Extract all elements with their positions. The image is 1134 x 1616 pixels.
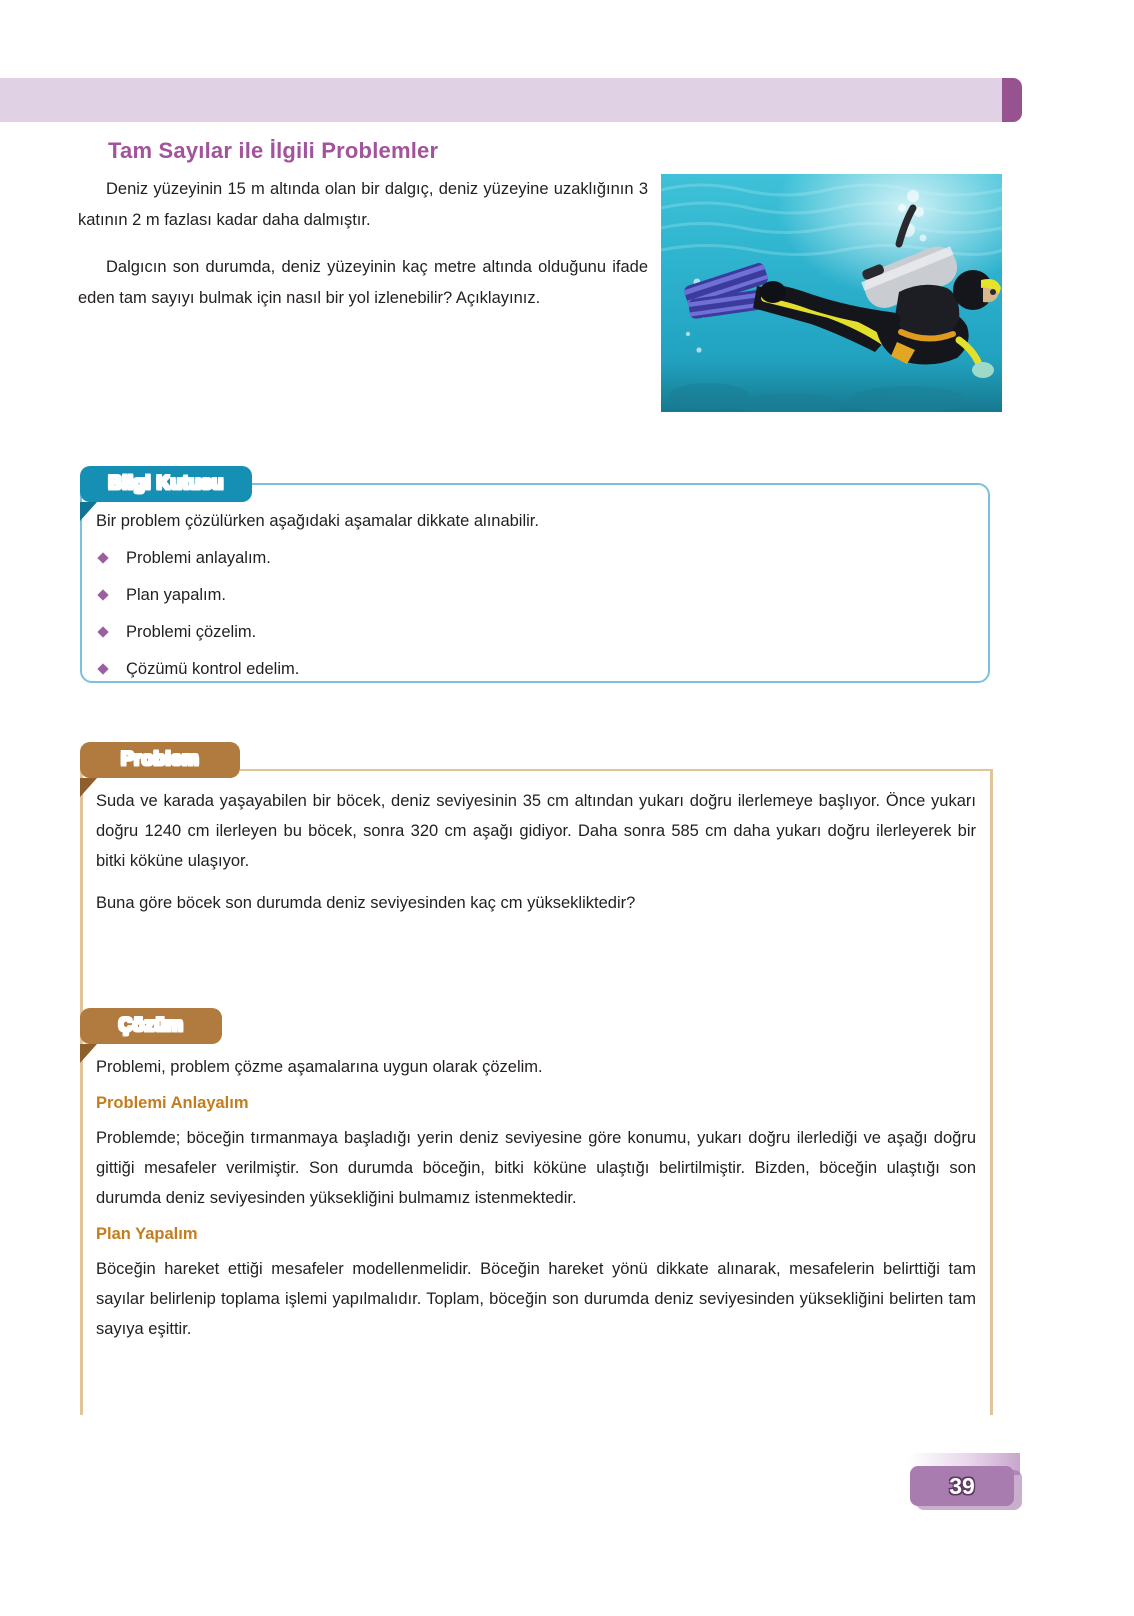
intro-text-block bbox=[78, 174, 648, 314]
cozum-step-text: Böceğin hareket ettiği mesafeler modellenmelidir. Böceğin hareket yönü dikkate alınarak, mesafelerin belirttiği tam sayılar belirlenip toplama işlemi yapılmalıdır. Toplam, böceğin son durumda deniz seviyesinden yüksekliğini belirten tam sayıya eşittir. bbox=[96, 1260, 976, 1338]
problem-section-right-rule bbox=[990, 769, 993, 1415]
cozum-intro: Problemi, problem çözme aşamalarına uygun olarak çözelim. bbox=[96, 1058, 543, 1076]
diamond-bullet-icon bbox=[97, 626, 108, 637]
problem-section-top-rule bbox=[240, 769, 992, 771]
list-item bbox=[96, 546, 976, 570]
diamond-bullet-icon bbox=[97, 589, 108, 600]
diver-photo-illustration bbox=[661, 174, 1002, 412]
top-banner bbox=[0, 78, 1002, 122]
bilgi-kutusu-list bbox=[96, 546, 976, 681]
list-item-label: Plan yapalım. bbox=[126, 586, 226, 604]
cozum-step-heading: Problemi Anlayalım bbox=[96, 1094, 249, 1112]
diamond-bullet-icon bbox=[97, 663, 108, 674]
problem-tab-notch bbox=[80, 778, 97, 797]
list-item bbox=[96, 583, 976, 607]
bilgi-kutusu-lead: Bir problem çözülürken aşağıdaki aşamalar dikkate alınabilir. bbox=[96, 512, 539, 530]
page-number-badge: 39 bbox=[910, 1466, 1014, 1506]
page-title: Tam Sayılar ile İlgili Problemler bbox=[108, 138, 439, 163]
bilgi-kutusu-content bbox=[96, 508, 976, 694]
cozum-tab-label: Çözüm bbox=[80, 1008, 222, 1044]
bilgi-kutusu-tab-notch bbox=[80, 502, 97, 521]
list-item-label: Problemi anlayalım. bbox=[126, 549, 271, 567]
cozum-tab-notch bbox=[80, 1044, 97, 1063]
diver-photo bbox=[661, 174, 1002, 412]
problem-paragraph-2: Buna göre böcek son durumda deniz seviyesinden kaç cm yüksekliktedir? bbox=[96, 894, 636, 912]
diamond-bullet-icon bbox=[97, 552, 108, 563]
problem-section-left-rule bbox=[80, 755, 83, 1415]
list-item bbox=[96, 620, 976, 644]
intro-paragraph-2: Dalgıcın son durumda, deniz yüzeyinin kaç metre altında olduğunu ifade eden tam sayıyı bulmak için nasıl bir yol izlenebilir? Açıklayınız. bbox=[78, 258, 648, 307]
problem-content bbox=[96, 786, 976, 918]
list-item-label: Çözümü kontrol edelim. bbox=[126, 660, 300, 678]
list-item bbox=[96, 657, 976, 681]
list-item-label: Problemi çözelim. bbox=[126, 623, 257, 641]
problem-paragraph-1: Suda ve karada yaşayabilen bir böcek, deniz seviyesinin 35 cm altından yukarı doğru ilerlemeye başlıyor. Önce yukarı doğru 1240 cm ilerleyen bu böcek, sonra 320 cm aşağı gidiyor. Daha sonra 585 cm daha yukarı doğru ilerleyerek bir bitki köküne ulaşıyor. bbox=[96, 792, 976, 870]
cozum-step-heading: Plan Yapalım bbox=[96, 1225, 198, 1243]
problem-tab-label: Problem bbox=[80, 742, 240, 778]
cozum-content bbox=[96, 1052, 976, 1344]
intro-paragraph-1: Deniz yüzeyinin 15 m altında olan bir dalgıç, deniz yüzeyine uzaklığının 3 katının 2 m fazlası kadar daha dalmıştır. bbox=[78, 180, 648, 229]
top-banner-cap bbox=[1002, 78, 1022, 122]
bilgi-kutusu-tab-label: Bilgi Kutusu bbox=[80, 466, 252, 502]
cozum-step-text: Problemde; böceğin tırmanmaya başladığı yerin deniz seviyesine göre konumu, yukarı doğru ilerlediği ve aşağı doğru gittiği mesafeler verilmiştir. Son durumda böceğin, bitki köküne ulaştığı belirtilmiştir. Bizden, böceğin ulaştığı son durumda deniz seviyesinden yüksekliğini bulmamız istenmektedir. bbox=[96, 1129, 976, 1207]
